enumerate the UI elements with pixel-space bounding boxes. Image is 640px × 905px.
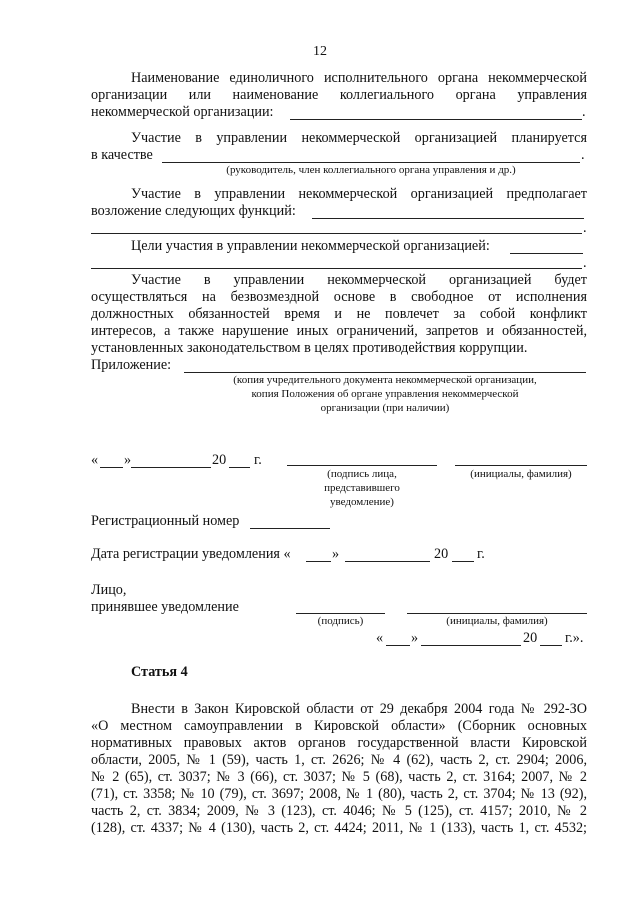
p2-line2: в качестве bbox=[91, 147, 153, 163]
signature-initials-line bbox=[455, 465, 587, 466]
p1-end: . bbox=[582, 104, 586, 120]
p3-line2: возложение следующих функций: bbox=[91, 203, 296, 219]
p3-fill-line-2 bbox=[91, 233, 582, 234]
attachment-hint-2: копия Положения об органе управления некоммерческой bbox=[251, 388, 519, 400]
registration-date-label: Дата регистрации уведомления « bbox=[91, 546, 291, 562]
signature-sign-line bbox=[287, 465, 437, 466]
receiver-year-line bbox=[540, 645, 562, 646]
signature-year-suffix: г. bbox=[254, 452, 262, 468]
p4-line1: Цели участия в управлении некоммерческой организацией: bbox=[131, 238, 490, 254]
registration-month-line bbox=[345, 561, 430, 562]
registration-number-line bbox=[250, 528, 330, 529]
signature-date-open: « bbox=[91, 452, 99, 468]
p3-line1: Участие в управлении некоммерческой организацией предполагает bbox=[131, 186, 587, 202]
article-line3: нормативных правовых актов органов государственной власти Кировской bbox=[91, 735, 587, 751]
attachment-hint-3: организации (при наличии) bbox=[320, 402, 450, 414]
page-number: 12 bbox=[313, 44, 327, 59]
receiver-line2: принявшее уведомление bbox=[91, 599, 239, 615]
receiver-sign-line bbox=[296, 613, 385, 614]
p3-fill-line-1 bbox=[312, 218, 584, 219]
p5-line2: осуществляться на безвозмездной основе в свободное от исполнения bbox=[91, 289, 587, 305]
p3-end: . bbox=[583, 220, 587, 236]
p2-end: . bbox=[581, 147, 585, 163]
p1-fill-line bbox=[290, 119, 582, 120]
signature-date-close: » bbox=[124, 452, 132, 468]
receiver-initials-hint: (инициалы, фамилия) bbox=[446, 615, 548, 627]
article-line8: (128), ст. 4337; № 4 (130), часть 2, ст. 4424; 2011, № 1 (133), часть 1, ст. 4532; bbox=[91, 820, 587, 836]
p1-line2: организации или наименование коллегиального органа управления bbox=[91, 87, 587, 103]
attachment-hint-1: (копия учредительного документа некоммерческой организации, bbox=[233, 374, 537, 386]
signature-sign-hint-1: (подпись лица, bbox=[327, 468, 397, 480]
signature-initials-hint: (инициалы, фамилия) bbox=[470, 468, 572, 480]
article-line2: «О местном самоуправлении в Кировской области» (Сборник основных bbox=[91, 718, 587, 734]
signature-sign-hint-3: уведомление) bbox=[330, 496, 394, 508]
receiver-date-close: » bbox=[411, 630, 419, 646]
article-line1: Внести в Закон Кировской области от 29 декабря 2004 года № 292-ЗО bbox=[131, 701, 587, 717]
signature-day-line bbox=[100, 467, 123, 468]
attachment-label: Приложение: bbox=[91, 357, 172, 373]
p2-fill-line bbox=[162, 162, 580, 163]
signature-year: 20 bbox=[212, 452, 227, 468]
article-heading: Статья 4 bbox=[131, 664, 188, 680]
p5-line5: установленных законодательством в целях противодействия коррупции. bbox=[91, 340, 528, 356]
p5-line3: должностных обязанностей время и не повлечет за собой конфликт bbox=[91, 306, 587, 322]
article-line6: (71), ст. 3358; № 10 (79), ст. 3697; 2008, № 1 (80), часть 2, ст. 3704; № 13 (92), bbox=[91, 786, 587, 802]
receiver-date-open: « bbox=[376, 630, 384, 646]
attachment-fill-line bbox=[184, 372, 586, 373]
p4-fill-line-1 bbox=[510, 253, 583, 254]
registration-date-close: » bbox=[332, 546, 340, 562]
receiver-month-line bbox=[421, 645, 521, 646]
signature-sign-hint-2: представившего bbox=[324, 482, 400, 494]
p2-line1: Участие в управлении некоммерческой организацией планируется bbox=[131, 130, 587, 146]
receiver-sign-hint: (подпись) bbox=[317, 615, 364, 627]
signature-year-line bbox=[229, 467, 250, 468]
article-line5: № 2 (65), ст. 3037; № 3 (66), ст. 3037; № 5 (68), часть 2, ст. 3164; 2007, № 2 bbox=[91, 769, 587, 785]
p1-line3: некоммерческой организации: bbox=[91, 104, 274, 120]
receiver-initials-line bbox=[407, 613, 587, 614]
article-line4: области, 2005, № 1 (59), часть 1, ст. 2626; № 4 (62), часть 2, ст. 2904; 2006, bbox=[91, 752, 587, 768]
registration-day-line bbox=[306, 561, 331, 562]
receiver-year-suffix: г.». bbox=[565, 630, 584, 646]
receiver-year: 20 bbox=[523, 630, 538, 646]
p1-line1: Наименование единоличного исполнительного органа некоммерческой bbox=[131, 70, 587, 86]
p5-line1: Участие в управлении некоммерческой организацией будет bbox=[131, 272, 587, 288]
registration-year: 20 bbox=[434, 546, 449, 562]
registration-year-line bbox=[452, 561, 474, 562]
p5-line4: интересов, а также нарушение иных ограничений, запретов и обязанностей, bbox=[91, 323, 587, 339]
receiver-day-line bbox=[386, 645, 410, 646]
article-line7: часть 2, ст. 3834; 2009, № 3 (123), ст. 4046; № 5 (125), ст. 4157; 2010, № 2 bbox=[91, 803, 587, 819]
signature-month-line bbox=[131, 467, 211, 468]
p4-fill-line-2 bbox=[91, 268, 582, 269]
receiver-line1: Лицо, bbox=[91, 582, 127, 598]
p4-end: . bbox=[583, 255, 587, 271]
registration-year-suffix: г. bbox=[477, 546, 485, 562]
registration-number-label: Регистрационный номер bbox=[91, 513, 240, 529]
p2-hint: (руководитель, член коллегиального органа управления и др.) bbox=[226, 164, 516, 176]
